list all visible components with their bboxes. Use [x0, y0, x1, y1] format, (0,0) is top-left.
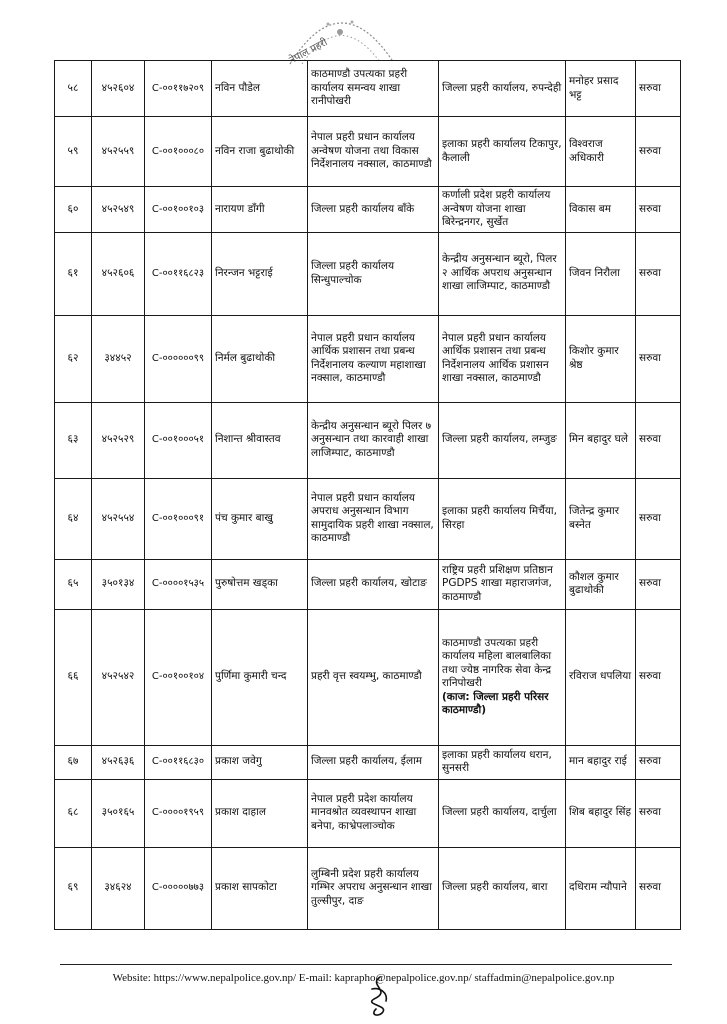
- transfer-office: जिल्ला प्रहरी कार्यालय, बारा: [439, 847, 566, 929]
- table-row: [55, 315, 681, 402]
- employee-code: C-००१०००८०: [145, 117, 212, 187]
- remark: सरुवा: [636, 478, 681, 559]
- remark: सरुवा: [636, 402, 681, 478]
- substitute-name: जिवन निरौला: [566, 232, 636, 315]
- employee-code: C-००००१५३५: [145, 559, 212, 609]
- substitute-name: विकास बम: [566, 187, 636, 233]
- employee-code: C-००११७२०९: [145, 61, 212, 117]
- employee-name: निर्मल बुढाथोकी: [212, 315, 308, 402]
- employee-id: ४५२६०६: [92, 232, 145, 315]
- transfer-office-cell: [439, 609, 566, 745]
- office-seal-stamp: [280, 2, 400, 68]
- employee-id: ४५२६३६: [92, 745, 145, 779]
- serial-number: ६५: [55, 559, 92, 609]
- substitute-name: कौशल कुमार बुढाथोकी: [566, 559, 636, 609]
- substitute-name: मिन बहादुर घले: [566, 402, 636, 478]
- table-row: [55, 779, 681, 847]
- deputation-note: (काज: जिल्ला प्रहरी परिसर काठमाण्डौ): [442, 690, 549, 716]
- transfer-office: जिल्ला प्रहरी कार्यालय, लम्जुङ: [439, 402, 566, 478]
- remark: सरुवा: [636, 745, 681, 779]
- transfer-roster-table: [54, 60, 681, 930]
- transfer-office: इलाका प्रहरी कार्यालय टिकापुर, कैलाली: [439, 117, 566, 187]
- footer-contact: Website: https://www.nepalpolice.gov.np/ E-mail: kaprapho@nepalpolice.gov.np/ staffadmin@nepalpolice.gov.np: [112, 972, 615, 984]
- employee-name: नविन पौडेल: [212, 61, 308, 117]
- employee-code: C-००००१९५९: [145, 779, 212, 847]
- table-row: [55, 187, 681, 233]
- remark: सरुवा: [636, 609, 681, 745]
- transfer-office: कर्णाली प्रदेश प्रहरी कार्यालय अन्वेषण योजना शाखा बिरेन्द्रनगर, सुर्खेत: [439, 187, 566, 233]
- substitute-name: रविराज धपलिया: [566, 609, 636, 745]
- transfer-office: नेपाल प्रहरी प्रधान कार्यालय आर्थिक प्रशासन तथा प्रबन्ध निर्देशनालय आर्थिक प्रशासन शाखा नक्साल, काठमाण्डौ: [439, 315, 566, 402]
- employee-id: ४५२५४९: [92, 187, 145, 233]
- serial-number: ६६: [55, 609, 92, 745]
- employee-name: नविन राजा बुढाथोकी: [212, 117, 308, 187]
- employee-id: ३५०१६५: [92, 779, 145, 847]
- current-office: जिल्ला प्रहरी कार्यालय बाँके: [308, 187, 439, 233]
- current-office: नेपाल प्रहरी प्रदेश कार्यालय मानवश्रोत व्यवस्थापन शाखा बनेपा, काभ्रेपलाञ्चोक: [308, 779, 439, 847]
- table-row: [55, 117, 681, 187]
- current-office: प्रहरी वृत्त स्वयम्भु, काठमाण्डौ: [308, 609, 439, 745]
- current-office: जिल्ला प्रहरी कार्यालय, खोटाङ: [308, 559, 439, 609]
- employee-code: C-००१००१०४: [145, 609, 212, 745]
- employee-code: C-००००००९९: [145, 315, 212, 402]
- transfer-office: राष्ट्रिय प्रहरी प्रशिक्षण प्रतिष्ठान PGDPS शाखा महाराजगंज, काठमाण्डौ: [439, 559, 566, 609]
- transfer-office: काठमाण्डौ उपत्यका प्रहरी कार्यालय महिला बालबालिका तथा ज्येष्ठ नागरिक सेवा केन्द्र रानिपोखरी: [442, 636, 552, 689]
- employee-id: ३४६२४: [92, 847, 145, 929]
- serial-number: ६१: [55, 232, 92, 315]
- employee-name: पुरुषोत्तम खड्का: [212, 559, 308, 609]
- employee-id: ४५२५२९: [92, 402, 145, 478]
- transfer-office: इलाका प्रहरी कार्यालय मिर्चैया, सिरहा: [439, 478, 566, 559]
- employee-name: निरन्जन भट्टराई: [212, 232, 308, 315]
- table-row: [55, 609, 681, 745]
- employee-id: ३४४५२: [92, 315, 145, 402]
- employee-code: C-००११६८३०: [145, 745, 212, 779]
- substitute-name: विश्वराज अधिकारी: [566, 117, 636, 187]
- current-office: जिल्ला प्रहरी कार्यालय सिन्धुपाल्चोक: [308, 232, 439, 315]
- remark: सरुवा: [636, 61, 681, 117]
- serial-number: ५९: [55, 117, 92, 187]
- substitute-name: किशोर कुमार श्रेष्ठ: [566, 315, 636, 402]
- serial-number: ६२: [55, 315, 92, 402]
- current-office: नेपाल प्रहरी प्रधान कार्यालय अन्वेषण योजना तथा विकास निर्देशनालय नक्साल, काठमाण्डौ: [308, 117, 439, 187]
- table-row: [55, 559, 681, 609]
- current-office: नेपाल प्रहरी प्रधान कार्यालय आर्थिक प्रशासन तथा प्रबन्ध निर्देशनालय कल्याण महाशाखा नक्साल, काठमाण्डौ: [308, 315, 439, 402]
- employee-code: C-००१०००९१: [145, 478, 212, 559]
- serial-number: ६३: [55, 402, 92, 478]
- employee-id: ४५२६०४: [92, 61, 145, 117]
- remark: सरुवा: [636, 232, 681, 315]
- signature-mark: [360, 975, 400, 1019]
- substitute-name: दधिराम न्यौपाने: [566, 847, 636, 929]
- employee-name: निशान्त श्रीवास्तव: [212, 402, 308, 478]
- employee-code: C-००१०००५१: [145, 402, 212, 478]
- current-office: केन्द्रीय अनुसन्धान ब्यूरो पिलर ७ अनुसन्धान तथा कारवाही शाखा लाजिम्पाट, काठमाण्डौ: [308, 402, 439, 478]
- employee-code: C-००११६८२३: [145, 232, 212, 315]
- footer-divider: [60, 964, 672, 965]
- employee-name: प्रकाश दाहाल: [212, 779, 308, 847]
- substitute-name: जितेन्द्र कुमार बस्नेत: [566, 478, 636, 559]
- remark: सरुवा: [636, 315, 681, 402]
- table-row: [55, 402, 681, 478]
- remark: सरुवा: [636, 187, 681, 233]
- employee-code: C-०००००७७३: [145, 847, 212, 929]
- serial-number: ६०: [55, 187, 92, 233]
- current-office: लुम्बिनी प्रदेश प्रहरी कार्यालय गम्भिर अपराध अनुसन्धान शाखा तुल्सीपुर, दाङ: [308, 847, 439, 929]
- table-row: [55, 847, 681, 929]
- employee-name: नारायण डाँगी: [212, 187, 308, 233]
- table-row: [55, 61, 681, 117]
- current-office: काठमाण्डौ उपत्यका प्रहरी कार्यालय समन्वय शाखा रानीपोखरी: [308, 61, 439, 117]
- table-row: [55, 478, 681, 559]
- employee-id: ४५२५५४: [92, 478, 145, 559]
- employee-name: पुर्णिमा कुमारी चन्द: [212, 609, 308, 745]
- remark: सरुवा: [636, 117, 681, 187]
- employee-name: प्रकाश सापकोटा: [212, 847, 308, 929]
- current-office: नेपाल प्रहरी प्रधान कार्यालय अपराध अनुसन्धान विभाग सामुदायिक प्रहरी शाखा नक्साल, काठमाण्डौ: [308, 478, 439, 559]
- remark: सरुवा: [636, 559, 681, 609]
- serial-number: ६७: [55, 745, 92, 779]
- serial-number: ६४: [55, 478, 92, 559]
- table-row: [55, 745, 681, 779]
- serial-number: ६९: [55, 847, 92, 929]
- table-row: [55, 232, 681, 315]
- substitute-name: मान बहादुर राई: [566, 745, 636, 779]
- transfer-office: इलाका प्रहरी कार्यालय धरान, सुनसरी: [439, 745, 566, 779]
- employee-id: ४५२५५९: [92, 117, 145, 187]
- transfer-office: जिल्ला प्रहरी कार्यालय, दार्चुला: [439, 779, 566, 847]
- employee-id: ४५२५४२: [92, 609, 145, 745]
- serial-number: ५८: [55, 61, 92, 117]
- remark: सरुवा: [636, 779, 681, 847]
- employee-id: ३५०१३४: [92, 559, 145, 609]
- remark: सरुवा: [636, 847, 681, 929]
- transfer-office: केन्द्रीय अनुसन्धान ब्यूरो, पिलर २ आर्थिक अपराध अनुसन्धान शाखा लाजिम्पाट, काठमाण्डौ: [439, 232, 566, 315]
- employee-code: C-००१००१०३: [145, 187, 212, 233]
- serial-number: ६८: [55, 779, 92, 847]
- seal-text: नेपाल प्रहरी: [287, 37, 330, 67]
- substitute-name: मनोहर प्रसाद भट्ट: [566, 61, 636, 117]
- substitute-name: शिब बहादुर सिंह: [566, 779, 636, 847]
- transfer-office: जिल्ला प्रहरी कार्यालय, रुपन्देही: [439, 61, 566, 117]
- current-office: जिल्ला प्रहरी कार्यालय, ईलाम: [308, 745, 439, 779]
- employee-name: पंच कुमार बाखु: [212, 478, 308, 559]
- employee-name: प्रकाश जवेगु: [212, 745, 308, 779]
